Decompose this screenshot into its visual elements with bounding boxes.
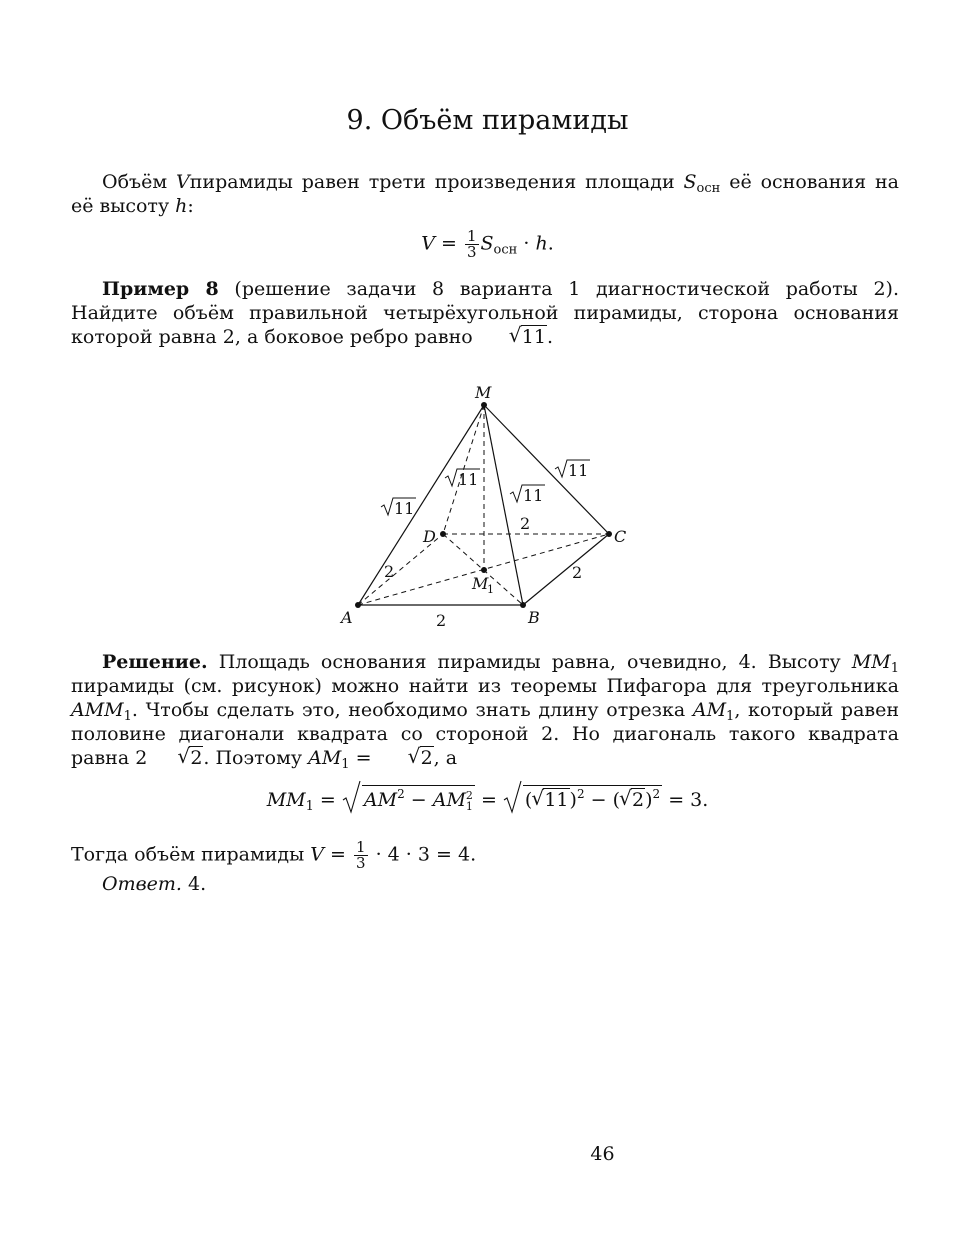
side-label-DC: 2 (520, 514, 531, 533)
edge-label-MA: 11 (394, 499, 415, 518)
vertex-D-point (440, 531, 446, 537)
height-formula: $MM_1$ = $AM^2$ − AM 2 1 = (√ 11)$^2$ − (√ 2)$^2$ = 3. (0, 788, 975, 812)
vertex-M-point (481, 402, 487, 408)
pyramid-figure (330, 378, 640, 633)
side-label-AD: 2 (384, 562, 395, 581)
example-paragraph: Пример 8 (решение задачи 8 варианта 1 диагностической работы 2). Найдите объём правильной четырёхугольной пирамиды, сторона основания которой равна 2, а боковое ребро равно √ 11. (71, 277, 899, 349)
vertex-label-M1: M (472, 574, 489, 593)
page-number: 46 (590, 1143, 615, 1165)
vertex-label-M: M (475, 383, 492, 402)
intro-paragraph: Объём Vпирамиды равен трети произведения площади $S_{осн}$ её основания на её высоту h: (71, 171, 900, 217)
conclusion-line: Тогда объём пирамиды V = $\frac{1}{3}$ · 4 · 3 = 4. (71, 838, 477, 872)
vertex-label-A: A (341, 608, 353, 627)
side-label-AB: 2 (436, 611, 447, 630)
vertex-label-D: D (423, 527, 436, 546)
solution-paragraph: Решение. Площадь основания пирамиды равна, очевидно, 4. Высоту $MM_1$ пирамиды (см. рисунок) можно найти из теоремы Пифагора для треугольника $AMM_1$. Чтобы сделать это, необходимо знать длину отрезка $AM_1$, который равен половине диагонали квадрата со стороной 2. Но диагональ такого квадрата равна 2√ 2. Поэтому $AM_1$ = √ 2, а (71, 650, 899, 770)
volume-formula: V = $\frac{1}{3}$ $S_{осн} \cdot h$. (421, 227, 554, 261)
edge-label-MC: 11 (568, 461, 589, 480)
vertex-label-B: B (528, 608, 540, 627)
side-label-BC: 2 (572, 563, 583, 582)
edge-label-MB: 11 (523, 486, 544, 505)
edge-label-MD: 11 (458, 470, 479, 489)
vertex-C-point (606, 531, 612, 537)
answer-line: Ответ. 4. (102, 873, 207, 895)
page-title: 9. Объём пирамиды (346, 105, 629, 136)
vertex-label-M1-sub: 1 (487, 583, 494, 596)
vertex-M1-point (481, 567, 487, 573)
vertex-A-point (355, 602, 361, 608)
vertex-B-point (520, 602, 526, 608)
vertex-label-C: C (614, 527, 627, 546)
